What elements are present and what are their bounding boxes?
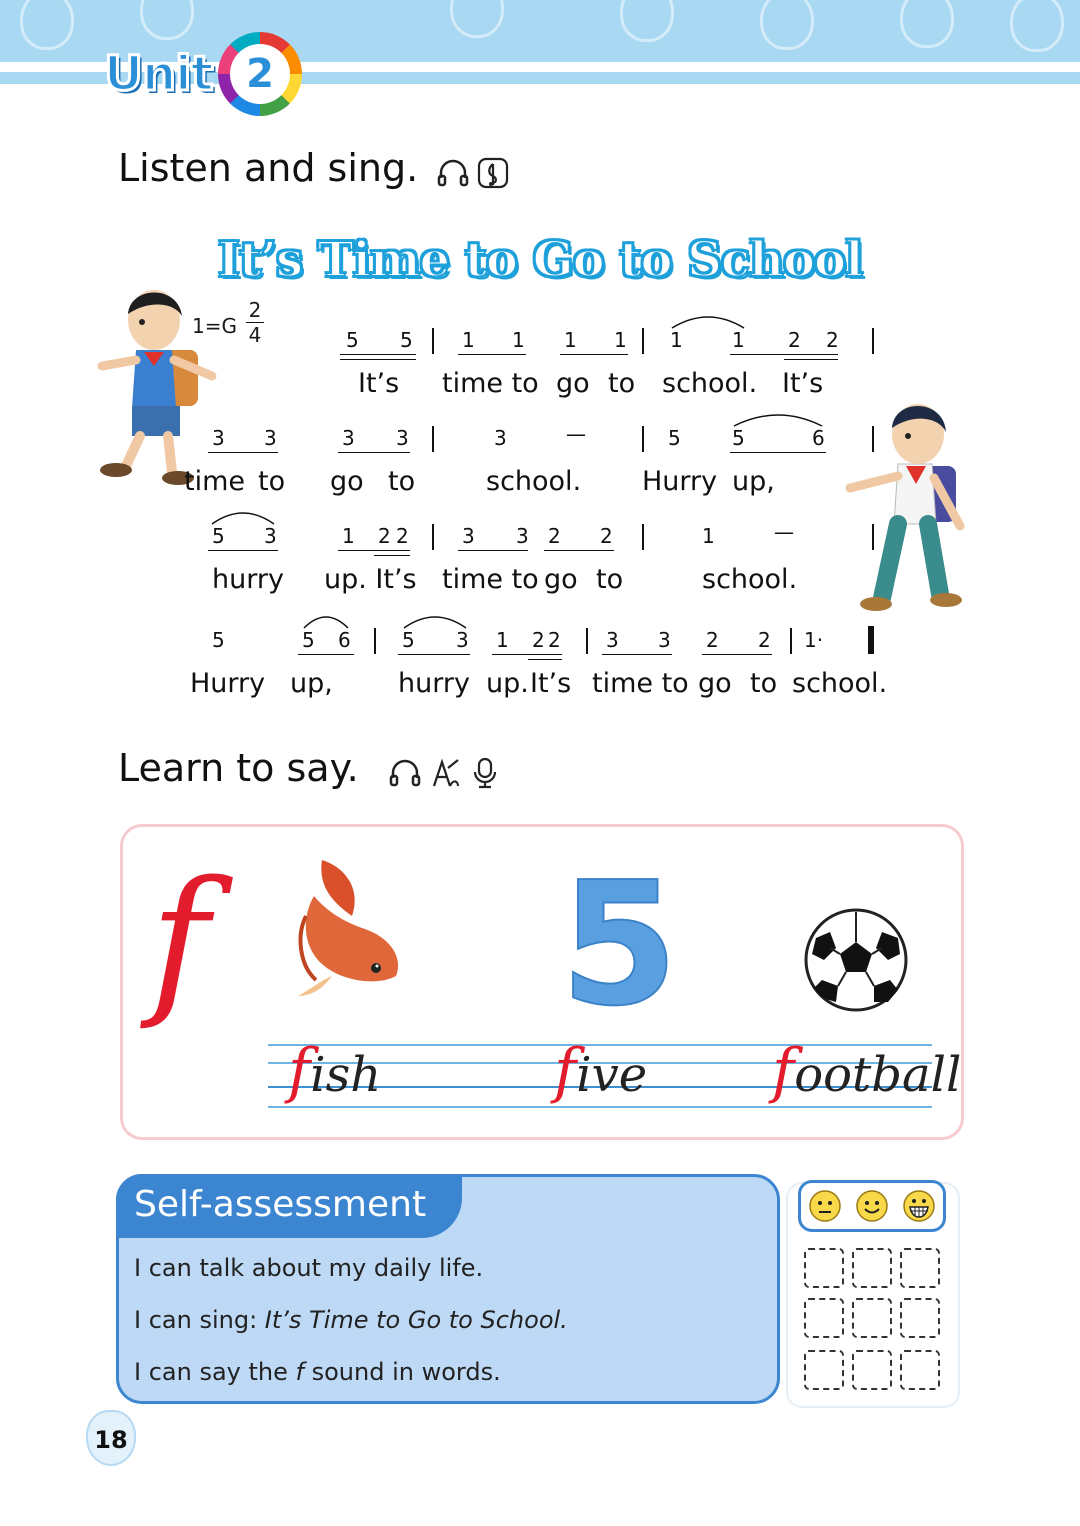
key-signature: 1=G: [192, 314, 237, 338]
lyric: Hurry: [190, 668, 266, 699]
slur: [400, 610, 470, 630]
beam: [340, 359, 416, 360]
lyric: to: [596, 564, 624, 595]
note-dash: —: [566, 422, 586, 446]
unit-label: Unit: [104, 46, 213, 102]
word-initial: f: [288, 1036, 311, 1106]
lyric: hurry: [398, 668, 470, 699]
note: 1: [670, 328, 683, 352]
smile-face-icon: [855, 1189, 889, 1223]
time-signature-bottom: 4: [248, 323, 262, 347]
strawberry-pattern: [620, 0, 674, 42]
word-initial: f: [772, 1036, 795, 1106]
slur: [668, 310, 748, 330]
note: 2: [532, 628, 545, 652]
page-number: 18: [94, 1426, 128, 1454]
note: 2: [548, 524, 561, 548]
lyric: to: [258, 466, 286, 497]
listen-sing-icons: [436, 156, 510, 190]
headphones-icon: [436, 156, 470, 190]
note: 1: [512, 328, 525, 352]
note: 3: [396, 426, 409, 450]
lyric: Hurry: [642, 466, 718, 497]
note: 5: [346, 328, 359, 352]
item-letter: f: [295, 1358, 304, 1386]
note: 1: [614, 328, 627, 352]
note: 5: [212, 628, 225, 652]
note: 5: [302, 628, 315, 652]
microphone-icon: [468, 756, 502, 790]
word-rest: ish: [310, 1047, 382, 1103]
barline: [872, 426, 874, 452]
lyric: go: [330, 466, 364, 497]
note: 3: [658, 628, 671, 652]
barline: [374, 628, 376, 654]
note: 2: [788, 328, 801, 352]
lyric: school.: [702, 564, 798, 595]
note: 2: [396, 524, 409, 548]
note: 3: [516, 524, 529, 548]
note: 3: [462, 524, 475, 548]
note: 1: [462, 328, 475, 352]
rating-checkbox[interactable]: [852, 1248, 892, 1288]
music-note-icon: [476, 156, 510, 190]
beam: [338, 452, 410, 453]
barline: [432, 426, 434, 452]
beam: [340, 354, 416, 355]
lyric: up.: [486, 668, 529, 699]
time-signature-top: 2: [248, 298, 262, 322]
note: 5: [668, 426, 681, 450]
strawberry-pattern: [20, 0, 74, 50]
unit-number: 2: [246, 51, 274, 97]
word-five: [554, 1036, 647, 1106]
beam: [784, 359, 838, 360]
strawberry-pattern: [1010, 0, 1064, 52]
word-rest: ootball: [794, 1047, 962, 1103]
note: 3: [212, 426, 225, 450]
word-rest: ive: [576, 1047, 648, 1103]
note: 1: [496, 628, 509, 652]
note: 2: [548, 628, 561, 652]
rating-checkbox[interactable]: [804, 1350, 844, 1390]
rating-checkbox[interactable]: [804, 1298, 844, 1338]
lyric: time to: [442, 564, 539, 595]
lyric: up. It’s: [324, 564, 417, 595]
lyric: school.: [486, 466, 582, 497]
note: 2: [378, 524, 391, 548]
note: 1: [564, 328, 577, 352]
beam: [374, 555, 410, 556]
beam: [298, 654, 354, 655]
note: 3: [342, 426, 355, 450]
barline: [642, 524, 644, 550]
football-icon: [802, 908, 910, 1012]
beam: [702, 654, 772, 655]
lyric: time: [184, 466, 246, 497]
slur: [300, 610, 352, 630]
beam: [602, 654, 672, 655]
lyric: hurry: [212, 564, 284, 595]
beam: [458, 354, 526, 355]
lyric: to: [388, 466, 416, 497]
barline: [872, 524, 874, 550]
lyric: up,: [290, 668, 333, 699]
rating-checkbox[interactable]: [900, 1298, 940, 1338]
note: 2: [758, 628, 771, 652]
note: 3: [264, 426, 277, 450]
listen-and-sing-heading: Listen and sing.: [118, 146, 419, 190]
note: 5: [402, 628, 415, 652]
unit-badge: [218, 32, 302, 116]
song-title: It’s Time to Go to School: [217, 232, 863, 288]
boy-walking-illustration: [88, 280, 228, 490]
note: 3: [456, 628, 469, 652]
self-assessment-item: [134, 1358, 501, 1386]
barline: [586, 628, 588, 654]
grin-face-icon: [902, 1189, 936, 1223]
note: 5: [212, 524, 225, 548]
note: 6: [338, 628, 351, 652]
item-text: I can say the: [134, 1358, 296, 1386]
rating-checkbox[interactable]: [900, 1248, 940, 1288]
beam: [458, 550, 528, 551]
lyric: It’s: [358, 368, 400, 399]
self-assessment-title: Self-assessment: [134, 1184, 427, 1225]
rating-checkbox[interactable]: [852, 1298, 892, 1338]
beam: [492, 654, 562, 655]
learn-to-say-icons: [388, 756, 502, 790]
note: 5: [400, 328, 413, 352]
item-text: I can sing:: [134, 1306, 265, 1334]
note: 3: [606, 628, 619, 652]
barline: [642, 328, 644, 354]
lyric: school.: [662, 368, 758, 399]
rating-checkbox[interactable]: [804, 1248, 844, 1288]
lyric: to: [608, 368, 636, 399]
lyric: up,: [732, 466, 775, 497]
note: 1·: [804, 628, 824, 652]
neutral-face-icon: [808, 1189, 842, 1223]
note: 2: [600, 524, 613, 548]
lyric: It’s: [530, 668, 572, 699]
item-text: sound in words.: [303, 1358, 501, 1386]
self-assessment-item: [134, 1254, 483, 1282]
fish-icon: [292, 856, 408, 1006]
lyric: time to: [442, 368, 539, 399]
writing-line: [268, 1106, 932, 1108]
barline: [642, 426, 644, 452]
item-text: I can talk about my daily life.: [134, 1254, 484, 1282]
lyric: go: [544, 564, 578, 595]
slur: [730, 408, 826, 428]
note: 5: [732, 426, 745, 450]
final-barline: [868, 626, 874, 654]
strawberry-pattern: [900, 0, 954, 48]
barline: [872, 328, 874, 354]
note: 6: [812, 426, 825, 450]
lyric: It’s: [782, 368, 824, 399]
lyric: go: [698, 668, 732, 699]
beam: [208, 550, 278, 551]
note-dash: —: [774, 520, 794, 544]
note: 1: [702, 524, 715, 548]
lyric: school.: [792, 668, 888, 699]
beam: [528, 659, 562, 660]
boy-walking-illustration: [842, 392, 972, 616]
beam: [560, 354, 628, 355]
beam: [338, 550, 410, 551]
rating-faces: [798, 1180, 946, 1232]
word-football: [772, 1036, 961, 1106]
barline: [790, 628, 792, 654]
barline: [432, 524, 434, 550]
strawberry-pattern: [140, 0, 194, 40]
lyric: time to: [592, 668, 689, 699]
learn-to-say-heading: Learn to say.: [118, 746, 359, 790]
strawberry-pattern: [450, 0, 504, 38]
note: 2: [706, 628, 719, 652]
beam: [544, 550, 614, 551]
note: 3: [264, 524, 277, 548]
read-icon: [428, 756, 462, 790]
rating-checkbox[interactable]: [900, 1350, 940, 1390]
word-initial: f: [554, 1036, 577, 1106]
item-song-title: It’s Time to Go to School.: [264, 1306, 568, 1334]
barline: [432, 328, 434, 354]
rating-checkbox[interactable]: [852, 1350, 892, 1390]
beam: [398, 654, 470, 655]
word-fish: [288, 1036, 381, 1106]
lyric: to: [750, 668, 778, 699]
beam: [208, 452, 278, 453]
phonics-letter: f: [150, 846, 210, 1033]
lyric: go: [556, 368, 590, 399]
note: 2: [826, 328, 839, 352]
self-assessment-item: [134, 1306, 568, 1334]
number-five-icon: 5: [560, 846, 679, 1044]
slur: [208, 506, 278, 526]
beam: [730, 354, 838, 355]
headphones-icon: [388, 756, 422, 790]
beam: [730, 452, 826, 453]
note: 3: [494, 426, 507, 450]
note: 1: [732, 328, 745, 352]
time-signature: [246, 300, 264, 345]
note: 1: [342, 524, 355, 548]
strawberry-pattern: [760, 0, 814, 50]
